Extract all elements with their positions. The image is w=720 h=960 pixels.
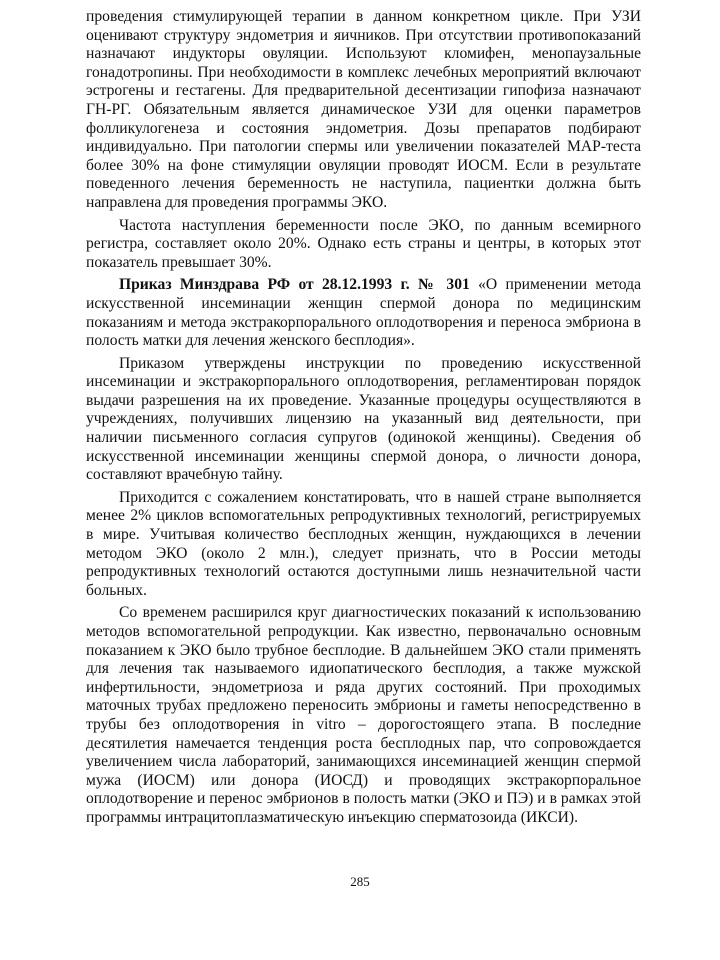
paragraph-diagnostic-indications: Со временем расширился круг диагностических показаний к использованию методов вспомогательной репродукции. Как известно, первоначально основным показанием к ЭКО было трубное бесплодие. В дальнейшем ЭКО стали применять для лечения так называемого идиопатического бесплодия, а также мужской инфертильности, эндометриоза и ряда других состояний. При проходимых маточных трубах предложено переносить эмбрионы и гаметы непосредственно в трубы без оплодотворения in vitro – дорогостоящего этапа. В последние десятилетия намечается тенденция роста бесплодных пар, что сопровождается увеличением числа лабораторий, занимающихся инсеминацией женщин спермой мужа (ИОСМ) или донора (ИОСД) и проводящих экстракорпоральное оплодотворение и перенос эмбрионов в полость матки (ЭКО и ПЭ) и в рамках этой программы интрацитоплазматическую инъекцию сперматозоида (ИКСИ).	[86, 604, 641, 826]
document-page-body	[86, 8, 641, 832]
paragraph-ovulation-stimulation: проведения стимулирующей терапии в данном конкретном цикле. При УЗИ оценивают структуру эндометрия и яичников. При отсутствии противопоказаний назначают индукторы овуляции. Используют кломифен, менопаузальные гонадотропины. При необходимости в комплекс лечебных мероприятий включают эстрогены и гестагены. Для предварительной десентизации гипофиза назначают ГН-РГ. Обязательным является динамическое УЗИ для оценки параметров фолликулогенеза и состояния эндометрия. Дозы препаратов подбирают индивидуально. При патологии спермы или увеличении показателей MAP-теста более 30% на фоне стимуляции овуляции проводят ИОСМ. Если в результате поведенного лечения беременность не наступила, пациентки должна быть направлена для проведения программы ЭКО.	[86, 8, 641, 211]
page-number: 285	[350, 874, 370, 889]
paragraph-decree-301	[86, 276, 641, 350]
paragraph-decree-instructions: Приказом утверждены инструкции по проведению искусственной инсеминации и экстракорпорального оплодотворения, регламентирован порядок выдачи разрешения на их проведение. Указанные процедуры осуществляются в учреждениях, получивших лицензию на указанный вид деятельности, при наличии письменного согласия супругов (одинокой женщины). Сведения об искусственной инсеминации женщины спермой донора, о личности донора, составляют врачебную тайну.	[86, 354, 641, 484]
decree-title: Приказ Минздрава РФ от 28.12.1993 г. № 301	[119, 276, 470, 294]
decree-description: «О применении метода искусственной инсеминации женщин спермой донора по медицинским показаниям и метода экстракорпорального оплодотворения и переноса эмбриона в полость матки для лечения женского бесплодия».	[86, 276, 641, 350]
paragraph-russia-statistics: Приходится с сожалением констатировать, что в нашей стране выполняется менее 2% циклов вспомогательных репродуктивных технологий, регистрируемых в мире. Учитывая количество бесплодных женщин, нуждающихся в лечении методом ЭКО (около 2 млн.), следует признать, что в России методы репродуктивных технологий остаются доступными лишь незначительной части больных.	[86, 488, 641, 599]
paragraph-pregnancy-rate: Частота наступления беременности после ЭКО, по данным всемирного регистра, составляет около 20%. Однако есть страны и центры, в которых этот показатель превышает 30%.	[86, 216, 641, 271]
